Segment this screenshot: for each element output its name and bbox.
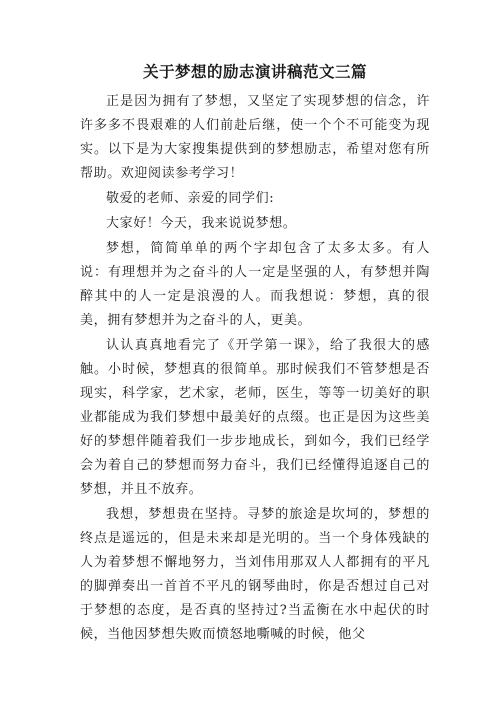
salutation: 敬爱的老师、亲爱的同学们: [106,191,275,206]
body-paragraph: 我想，梦想贵在坚持。寻梦的旅途是坎坷的，梦想的终点是遥远的，但是未来却是光明的。当一个身体残缺的人为着梦想不懈地努力，当刘伟用那双人人都拥有的平凡的脚弹奏出一首首不平凡的钢琴曲时，你是否想过自己对于梦想的态度，是否真的坚持过?当孟衡在水中起伏的时候，当他因梦想失败而愤怒地嘶喊的时候，他父 [80,507,430,642]
body-paragraph: 认认真真地看完了《开学第一课》，给了我很大的感触。小时候，梦想真的很简单。那时候我们不管梦想是否现实，科学家，艺术家，老师，医生，等等一切美好的职业都能成为我们梦想中最美好的点缀。也正是因为这些美好的梦想伴随着我们一步步地成长，到如今，我们已经学会为着自己的梦想而努力奋斗，我们已经懂得追逐自己的梦想，并且不放弃。 [80,338,430,497]
greeting-paragraph: 大家好！今天，我来说说梦想。 [106,216,297,231]
intro-paragraph: 正是因为拥有了梦想，又坚定了实现梦想的信念，许许多多不畏艰难的人们前赴后继，使一个个不可能变为现实。以下是为大家搜集提供到的梦想励志，希望对您有所帮助。欢迎阅读参考学习！ [80,94,430,181]
document-title: 关于梦想的励志演讲稿范文三篇 [142,62,367,81]
body-paragraph: 梦想，简简单单的两个字却包含了太多太多。有人说：有理想并为之奋斗的人一定是坚强的人，有梦想并陶醉其中的人一定是浪漫的人。而我想说：梦想，真的很美，拥有梦想并为之奋斗的人，更美。 [80,241,430,328]
